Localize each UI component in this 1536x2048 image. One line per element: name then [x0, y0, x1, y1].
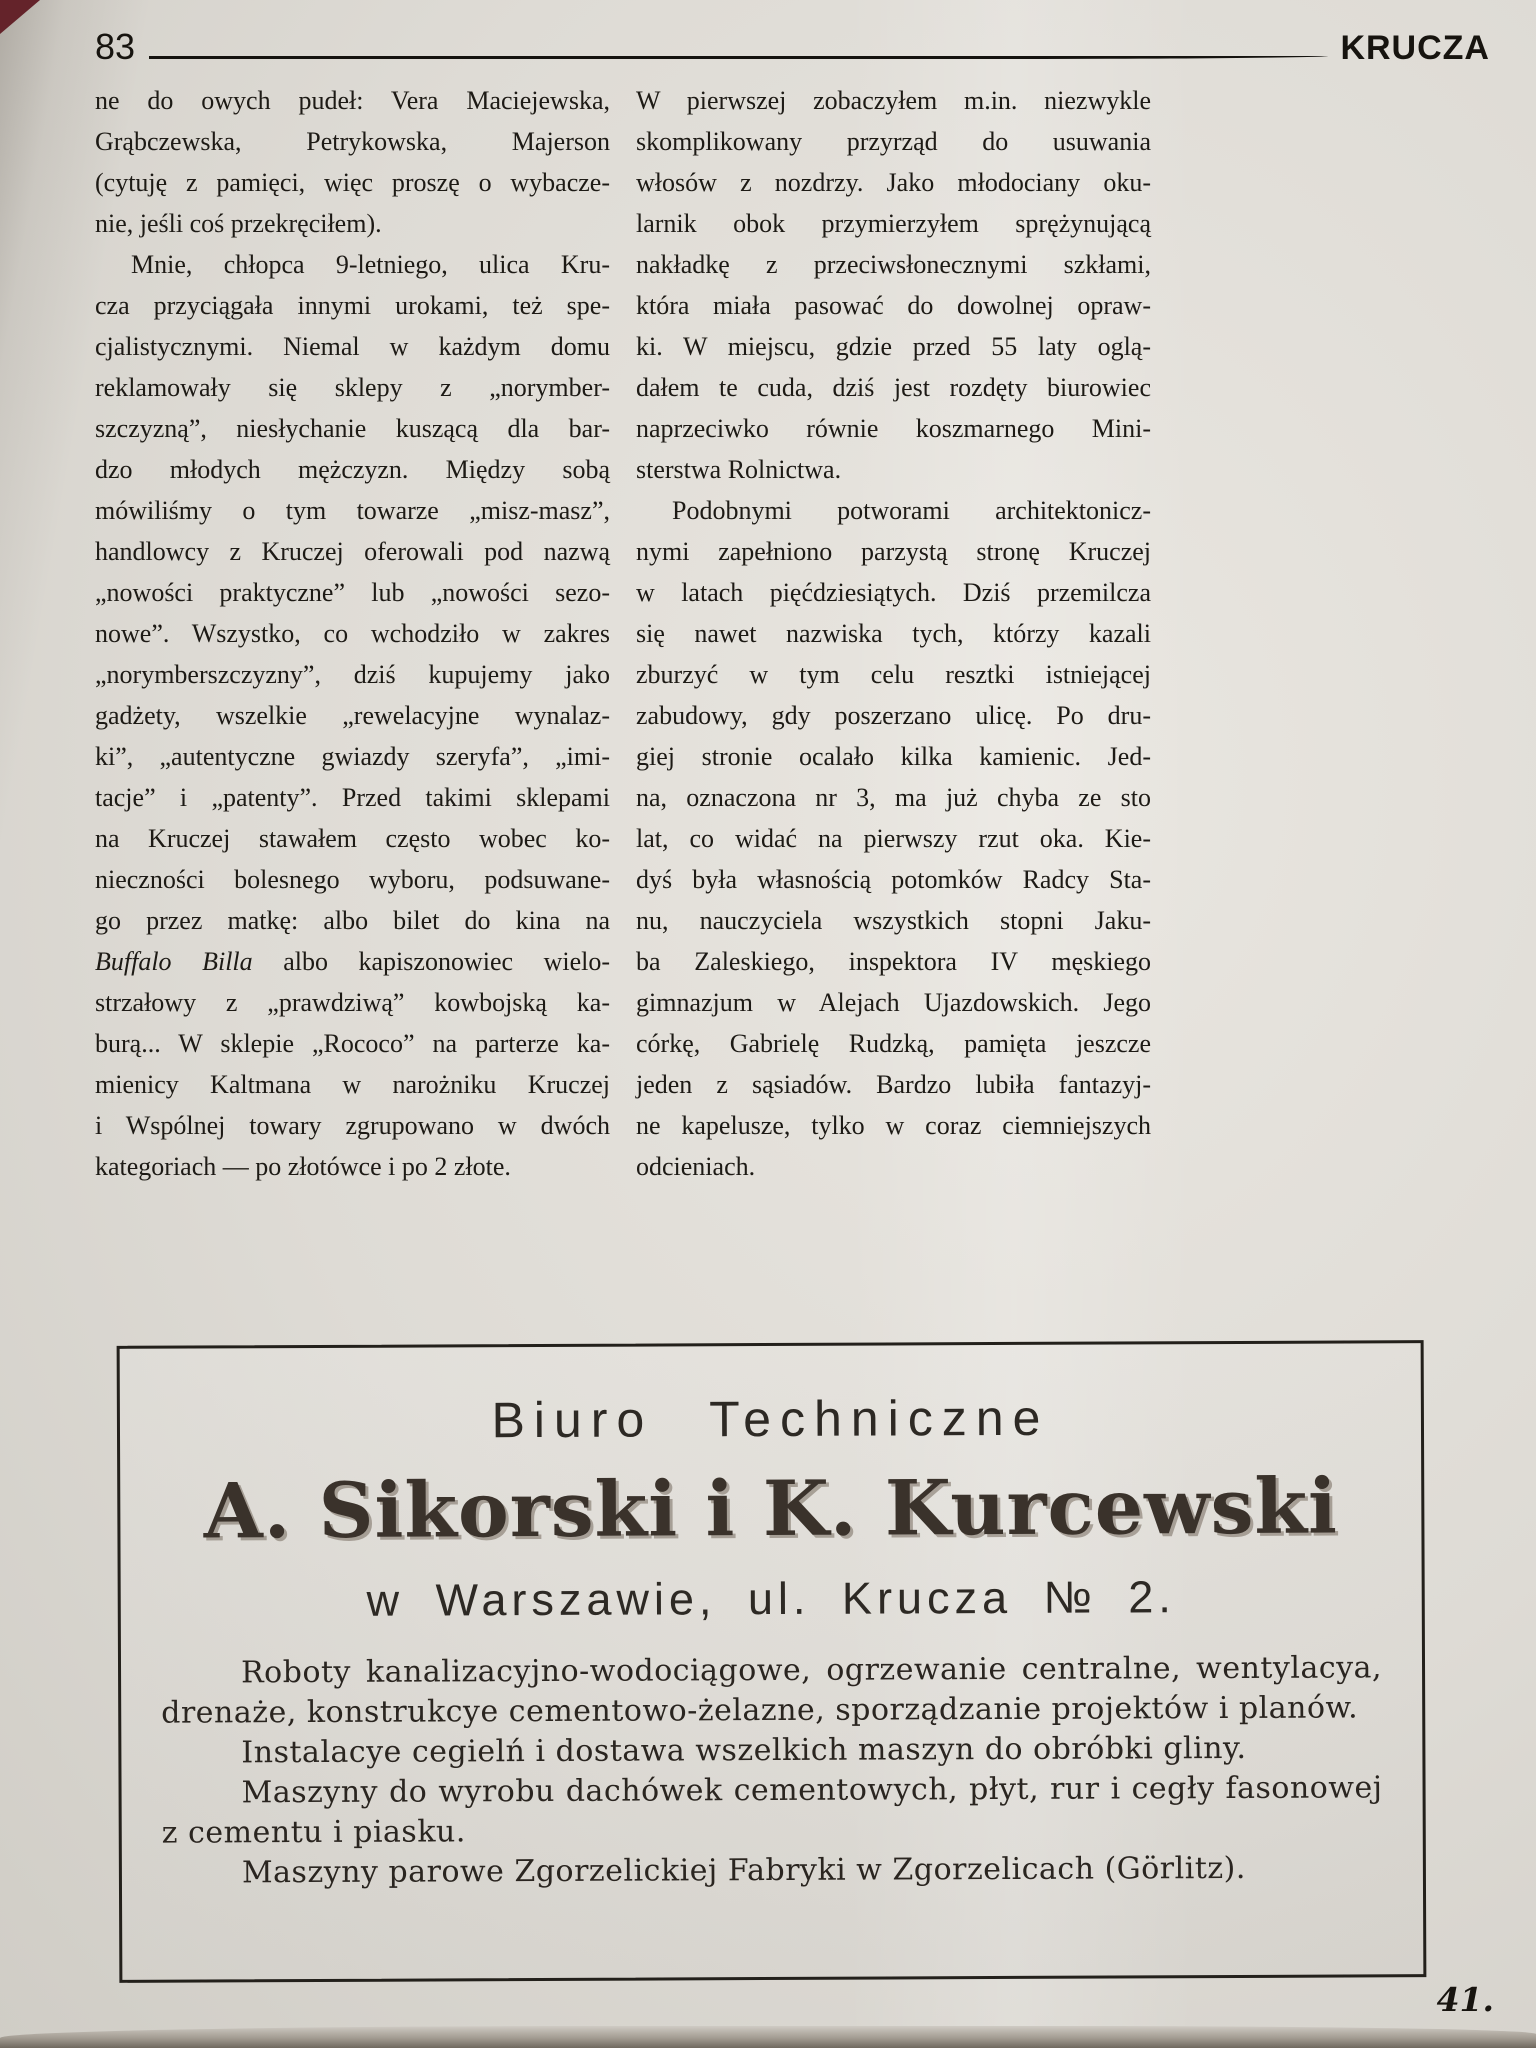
text-line: dałem te cuda, dziś jest rozdęty biurowiec [636, 373, 1151, 402]
running-head-title: KRUCZA [1340, 29, 1490, 67]
text-line: „norymberszczyzny”, dziś kupujemy jako [95, 660, 610, 689]
ad-services [161, 1648, 1383, 1893]
text-line: Grąbczewska, Petrykowska, Majerson [95, 127, 610, 156]
text-line: mówiliśmy o tym towarze „misz-masz”, [95, 496, 610, 525]
text-line: nie, jeśli coś przekręciłem). [95, 209, 382, 238]
text-line: się nawet nazwiska tych, którzy kazali [636, 619, 1151, 648]
text-line: mienicy Kaltmana w narożniku Kruczej [95, 1070, 610, 1099]
header-rule [149, 56, 1328, 59]
text-line: która miała pasować do dowolnej opraw- [636, 291, 1151, 320]
text-line: zburzyć w tym celu resztki istniejącej [636, 660, 1151, 689]
text-line: strzałowy z „prawdziwą” kowbojską ka- [95, 988, 610, 1017]
text-line: ne kapelusze, tylko w coraz ciemniejszych [636, 1111, 1151, 1140]
article-body [95, 80, 1151, 1187]
text-line: i Wspólnej towary zgrupowano w dwóch [95, 1111, 610, 1140]
text-line: gadżety, wszelkie „rewelacyjne wynalaz- [95, 701, 610, 730]
ad-service-paragraph: Maszyny parowe Zgorzelickiej Fabryki w Zgorzelicach (Görlitz). [241, 1850, 1246, 1891]
ad-address: w Warszawie, ul. Krucza № 2. [366, 1571, 1176, 1626]
text-line: zabudowy, gdy poszerzano ulicę. Po dru- [636, 701, 1151, 730]
text-line: skomplikowany przyrząd do usuwania [636, 127, 1151, 156]
article-left-column [95, 80, 610, 1187]
text-line: ki. W miejscu, gdzie przed 55 laty oglą- [636, 332, 1151, 361]
text-line: córkę, Gabrielę Rudzką, pamięta jeszcze [636, 1029, 1151, 1058]
text-line: tacje” i „patenty”. Przed takimi sklepami [95, 783, 610, 812]
text-line: handlowcy z Kruczej oferowali pod nazwą [95, 537, 610, 566]
text-line: lat, co widać na pierwszy rzut oka. Kie- [636, 824, 1151, 853]
text-line: reklamowały się sklepy z „norymber- [95, 373, 610, 402]
text-line: „nowości praktyczne” lub „nowości sezo- [95, 578, 610, 607]
text-line: giej stronie ocalało kilka kamienic. Jed- [636, 742, 1151, 771]
page-header [95, 26, 1490, 68]
text-line: larnik obok przymierzyłem sprężynującą [636, 209, 1151, 238]
text-line: go przez matkę: albo bilet do kina na [95, 906, 610, 935]
text-line: w latach pięćdziesiątych. Dziś przemilcza [636, 578, 1151, 607]
text-line: szczyzną”, niesłychanie kuszącą dla bar- [95, 414, 610, 443]
text-line: W pierwszej zobaczyłem m.in. niezwykle [636, 86, 1151, 115]
text-line: dzo młodych mężczyzn. Między sobą [95, 455, 610, 484]
text-line: nakładkę z przeciwsłonecznymi szkłami, [636, 250, 1151, 279]
text-line: kategoriach — po złotówce i po 2 złote. [95, 1152, 511, 1181]
page-bottom-edge [0, 2026, 1536, 2048]
text-line: sterstwa Rolnictwa. [636, 455, 842, 484]
text-line: nieczności bolesnego wyboru, podsuwane- [95, 865, 610, 894]
text-line: Mnie, chłopca 9-letniego, ulica Kru- [131, 250, 610, 279]
text-line: jeden z sąsiadów. Bardzo lubiła fantazyj- [636, 1070, 1151, 1099]
ad-reference-number: 41. [1436, 1980, 1494, 2019]
text-line: burą... W sklepie „Rococo” na parterze ka- [95, 1029, 610, 1058]
text-line: na, oznaczona nr 3, ma już chyba ze sto [636, 783, 1151, 812]
text-line: ne do owych pudeł: Vera Maciejewska, [95, 86, 610, 115]
text-line: ki”, „autentyczne gwiazdy szeryfa”, „imi- [95, 742, 610, 771]
text-line: odcieniach. [636, 1152, 756, 1181]
text-line: na Kruczej stawałem często wobec ko- [95, 824, 610, 853]
ad-service-paragraph: Maszyny do wyrobu dachówek cementowych, płyt, rur i cegły fasonowej z cementu i piasku. [161, 1770, 1383, 1851]
ad-service-paragraph: Instalacye cegielń i dostawa wszelkich maszyn do obróbki gliny. [241, 1730, 1247, 1771]
text-line: cza przyciągała innymi urokami, też spe- [95, 291, 610, 320]
ad-office-type: Biuro Techniczne [491, 1389, 1050, 1449]
text-segment: albo kapiszonowiec wielo- [252, 947, 610, 976]
ad-company-name: A. Sikorski i K. Kurcewski [203, 1461, 1339, 1556]
text-line: włosów z nozdrzy. Jako młodociany oku- [636, 168, 1151, 197]
article-right-column [636, 80, 1151, 1187]
book-cover-corner [0, 0, 40, 34]
text-line: nu, nauczyciela wszystkich stopni Jaku- [636, 906, 1151, 935]
ad-service-paragraph: Roboty kanalizacyjno-wodociągowe, ogrzewanie centralne, wentylacya, drenaże, konstrukcye cementowo-żelazne, sporządzanie projektów i planów. [161, 1650, 1383, 1731]
text-line: cjalistycznymi. Niemal w każdym domu [95, 332, 610, 361]
text-line: ba Zaleskiego, inspektora IV męskiego [636, 947, 1151, 976]
text-line: gimnazjum w Alejach Ujazdowskich. Jego [636, 988, 1151, 1017]
page-number: 83 [95, 26, 136, 67]
text-line [95, 941, 610, 982]
text-line: naprzeciwko równie koszmarnego Mini- [636, 414, 1151, 443]
text-line: Podobnymi potworami architektonicz- [672, 496, 1151, 525]
advertisement-box [117, 1340, 1427, 1983]
text-line: dyś była własnością potomków Radcy Sta- [636, 865, 1151, 894]
text-line: nymi zapełniono parzystą stronę Kruczej [636, 537, 1151, 566]
italic-text: Buffalo Billa [95, 947, 253, 976]
text-line: nowe”. Wszystko, co wchodziło w zakres [95, 619, 610, 648]
text-line: (cytuję z pamięci, więc proszę o wybacze- [95, 168, 610, 197]
